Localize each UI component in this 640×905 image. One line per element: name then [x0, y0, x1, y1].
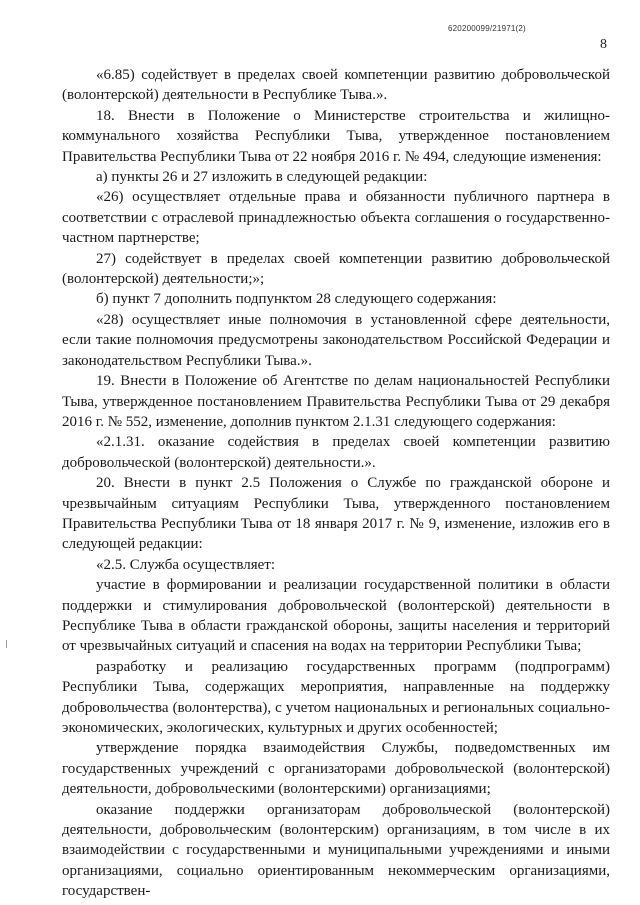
document-body	[62, 65, 610, 902]
paragraph-18-a: а) пункты 26 и 27 изложить в следующей редакции:	[96, 169, 428, 186]
paragraph-20: 20. Внести в пункт 2.5 Положения о Службе по гражданской обороне и чрезвычайным ситуациям Республики Тыва, утвержденного постановлением Правительства Республики Тыва от 18 января 2017 г. № 9, изменение, изложив его в следующей редакции:	[62, 475, 610, 553]
paragraph-item-26: «26) осуществляет отдельные права и обязанности публичного партнера в соответствии с отраслевой принадлежностью объекта соглашения о государственно-частном партнерстве;	[62, 189, 610, 247]
paragraph-18-b: б) пункт 7 дополнить подпунктом 28 следующего содержания:	[96, 291, 497, 308]
page-number: 8	[600, 37, 607, 52]
paragraph-18: 18. Внести в Положение о Министерстве строительства и жилищно-коммунального хозяйства Республики Тыва, утвержденное постановлением Правительства Республики Тыва от 22 ноября 2016 г. № 494, следующие изменения:	[62, 107, 610, 165]
paragraph-support: оказание поддержки организаторам добровольческой (волонтерской) деятельности, добровольческим (волонтерским) организациям, в том числе в их взаимодействии с государственными и муниципальными учреждениями и иными организациями, социально ориентированным некоммерческим организациями, государствен-	[62, 801, 610, 900]
margin-mark	[6, 640, 7, 648]
document-id: 620200099/21971(2)	[448, 24, 526, 33]
paragraph-interaction-order: утверждение порядка взаимодействия Службы, подведомственных им государственных учреждений с организаторами добровольческой (волонтерской) деятельности, добровольческими (волонтерскими) организациями;	[62, 740, 610, 798]
paragraph-item-28: «28) осуществляет иные полномочия в установленной сфере деятельности, если такие полномочия предусмотрены законодательством Российской Федерации и законодательством Республики Тыва.».	[62, 311, 610, 369]
paragraph-2-1-31: «2.1.31. оказание содействия в пределах своей компетенции развитию добровольческой (волонтерской) деятельности.».	[62, 434, 610, 471]
paragraph-6-85: «6.85) содействует в пределах своей компетенции развитию добровольческой (волонтерской) деятельности в Республике Тыва.».	[62, 67, 610, 104]
paragraph-19: 19. Внести в Положение об Агентстве по делам национальностей Республики Тыва, утвержденное постановлением Правительства Республики Тыва от 29 декабря 2016 г. № 552, изменение, дополнив пунктом 2.1.31 следующего содержания:	[62, 373, 610, 430]
paragraph-item-27: 27) содействует в пределах своей компетенции развитию добровольческой (волонтерской) деятельности;»;	[62, 250, 610, 288]
paragraph-programs: разработку и реализацию государственных программ (подпрограмм) Республики Тыва, содержащих мероприятия, направленные на поддержку добровольчества (волонтерства), с учетом национальных и региональных социально-экономических, экологических, культурных и других особенностей;	[62, 658, 610, 736]
paragraph-2-5-intro: «2.5. Служба осуществляет:	[96, 556, 276, 573]
paragraph-participation: участие в формировании и реализации государственной политики в области поддержки и стимулирования добровольческой (волонтерской) деятельности в Республике Тыва в области гражданской обороны, защиты населения и территорий от чрезвычайных ситуаций и спасения на водах на территории Республики Тыва;	[62, 577, 610, 655]
